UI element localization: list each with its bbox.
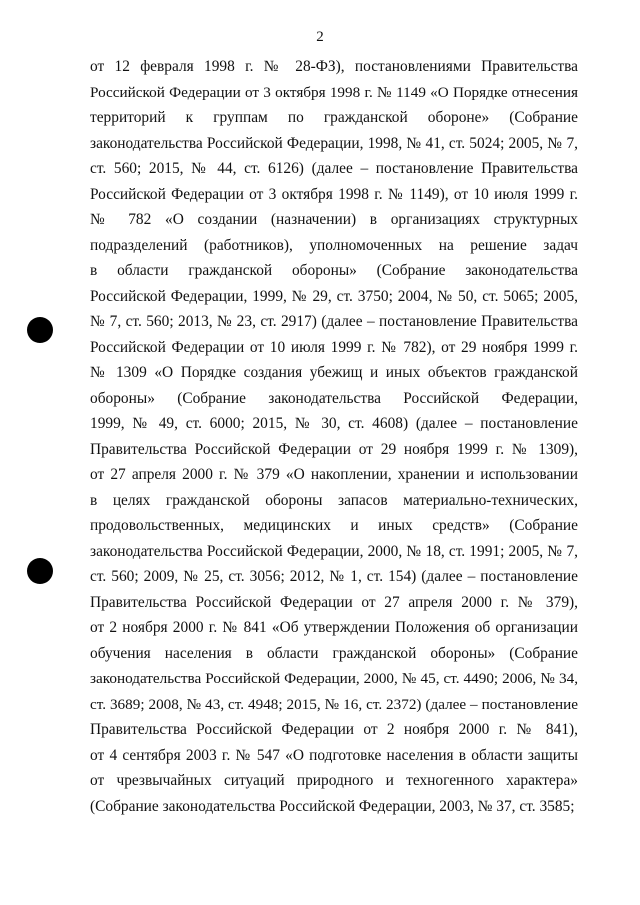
text-line: в целях гражданской обороны запасов материально-технических, [90,491,578,509]
text-line: Правительства Российской Федерации от 2 ноября 2000 г. № 841), [90,721,578,738]
text-line: Правительства Российской Федерации от 27 апреля 2000 г. № 379), [90,593,578,611]
text-line: от чрезвычайных ситуаций природного и техногенного характера» [90,772,578,789]
text-line: законодательства Российской Федерации, 2000, № 45, ст. 4490; 2006, № 34, [90,670,578,687]
text-line: территорий к группам по гражданской обороне» (Собрание [90,109,578,126]
text-line: Правительства Российской Федерации от 29 ноября 1999 г. № 1309), [90,440,578,458]
text-line: ст. 560; 2009, № 25, ст. 3056; 2012, № 1, ст. 154) (далее – постановление [90,568,578,585]
text-line: от 27 апреля 2000 г. № 379 «О накоплении, хранении и использовании [90,466,578,483]
text-line: № 7, ст. 560; 2013, № 23, ст. 2917) (далее – постановление Правительства [90,313,578,330]
text-line: Российской Федерации от 3 октября 1998 г. № 1149), от 10 июля 1999 г. [90,185,578,203]
punch-hole-bottom [27,558,53,584]
text-line: Российской Федерации, 1999, № 29, ст. 3750; 2004, № 50, ст. 5065; 2005, [90,287,578,305]
document-body-text [90,54,578,819]
page-number: 2 [316,29,324,45]
text-line: Российской Федерации от 10 июля 1999 г. № 782), от 29 ноября 1999 г. [90,338,578,356]
text-line: подразделений (работников), уполномоченных на решение задач [90,236,578,254]
text-line: Российской Федерации от 3 октября 1998 г. № 1149 «О Порядке отнесения [90,83,578,101]
text-line: ст. 560; 2015, № 44, ст. 6126) (далее – постановление Правительства [90,160,578,177]
text-line: от 2 ноября 2000 г. № 841 «Об утверждении Положения об организации [90,619,578,636]
text-line: ст. 3689; 2008, № 43, ст. 4948; 2015, № 16, ст. 2372) (далее – постановление [90,695,578,713]
text-line: в области гражданской обороны» (Собрание законодательства [90,262,578,279]
text-line: продовольственных, медицинских и иных средств» (Собрание [90,517,578,534]
text-line: № 1309 «О Порядке создания убежищ и иных объектов гражданской [90,364,578,381]
text-line: обучения населения в области гражданской обороны» (Собрание [90,644,578,662]
text-line: обороны» (Собрание законодательства Российской Федерации, [90,389,578,407]
text-line: 1999, № 49, ст. 6000; 2015, № 30, ст. 4608) (далее – постановление [90,415,578,432]
text-line: от 12 февраля 1998 г. № 28-ФЗ), постановлениями Правительства [90,58,578,75]
punch-hole-top [27,317,53,343]
text-line: законодательства Российской Федерации, 1998, № 41, ст. 5024; 2005, № 7, [90,134,578,152]
text-line: от 4 сентября 2003 г. № 547 «О подготовке населения в области защиты [90,746,578,764]
text-line: (Собрание законодательства Российской Федерации, 2003, № 37, ст. 3585; [90,797,575,815]
text-line: законодательства Российской Федерации, 2000, № 18, ст. 1991; 2005, № 7, [90,542,578,560]
text-line: № 782 «О создании (назначении) в организациях структурных [90,211,578,228]
